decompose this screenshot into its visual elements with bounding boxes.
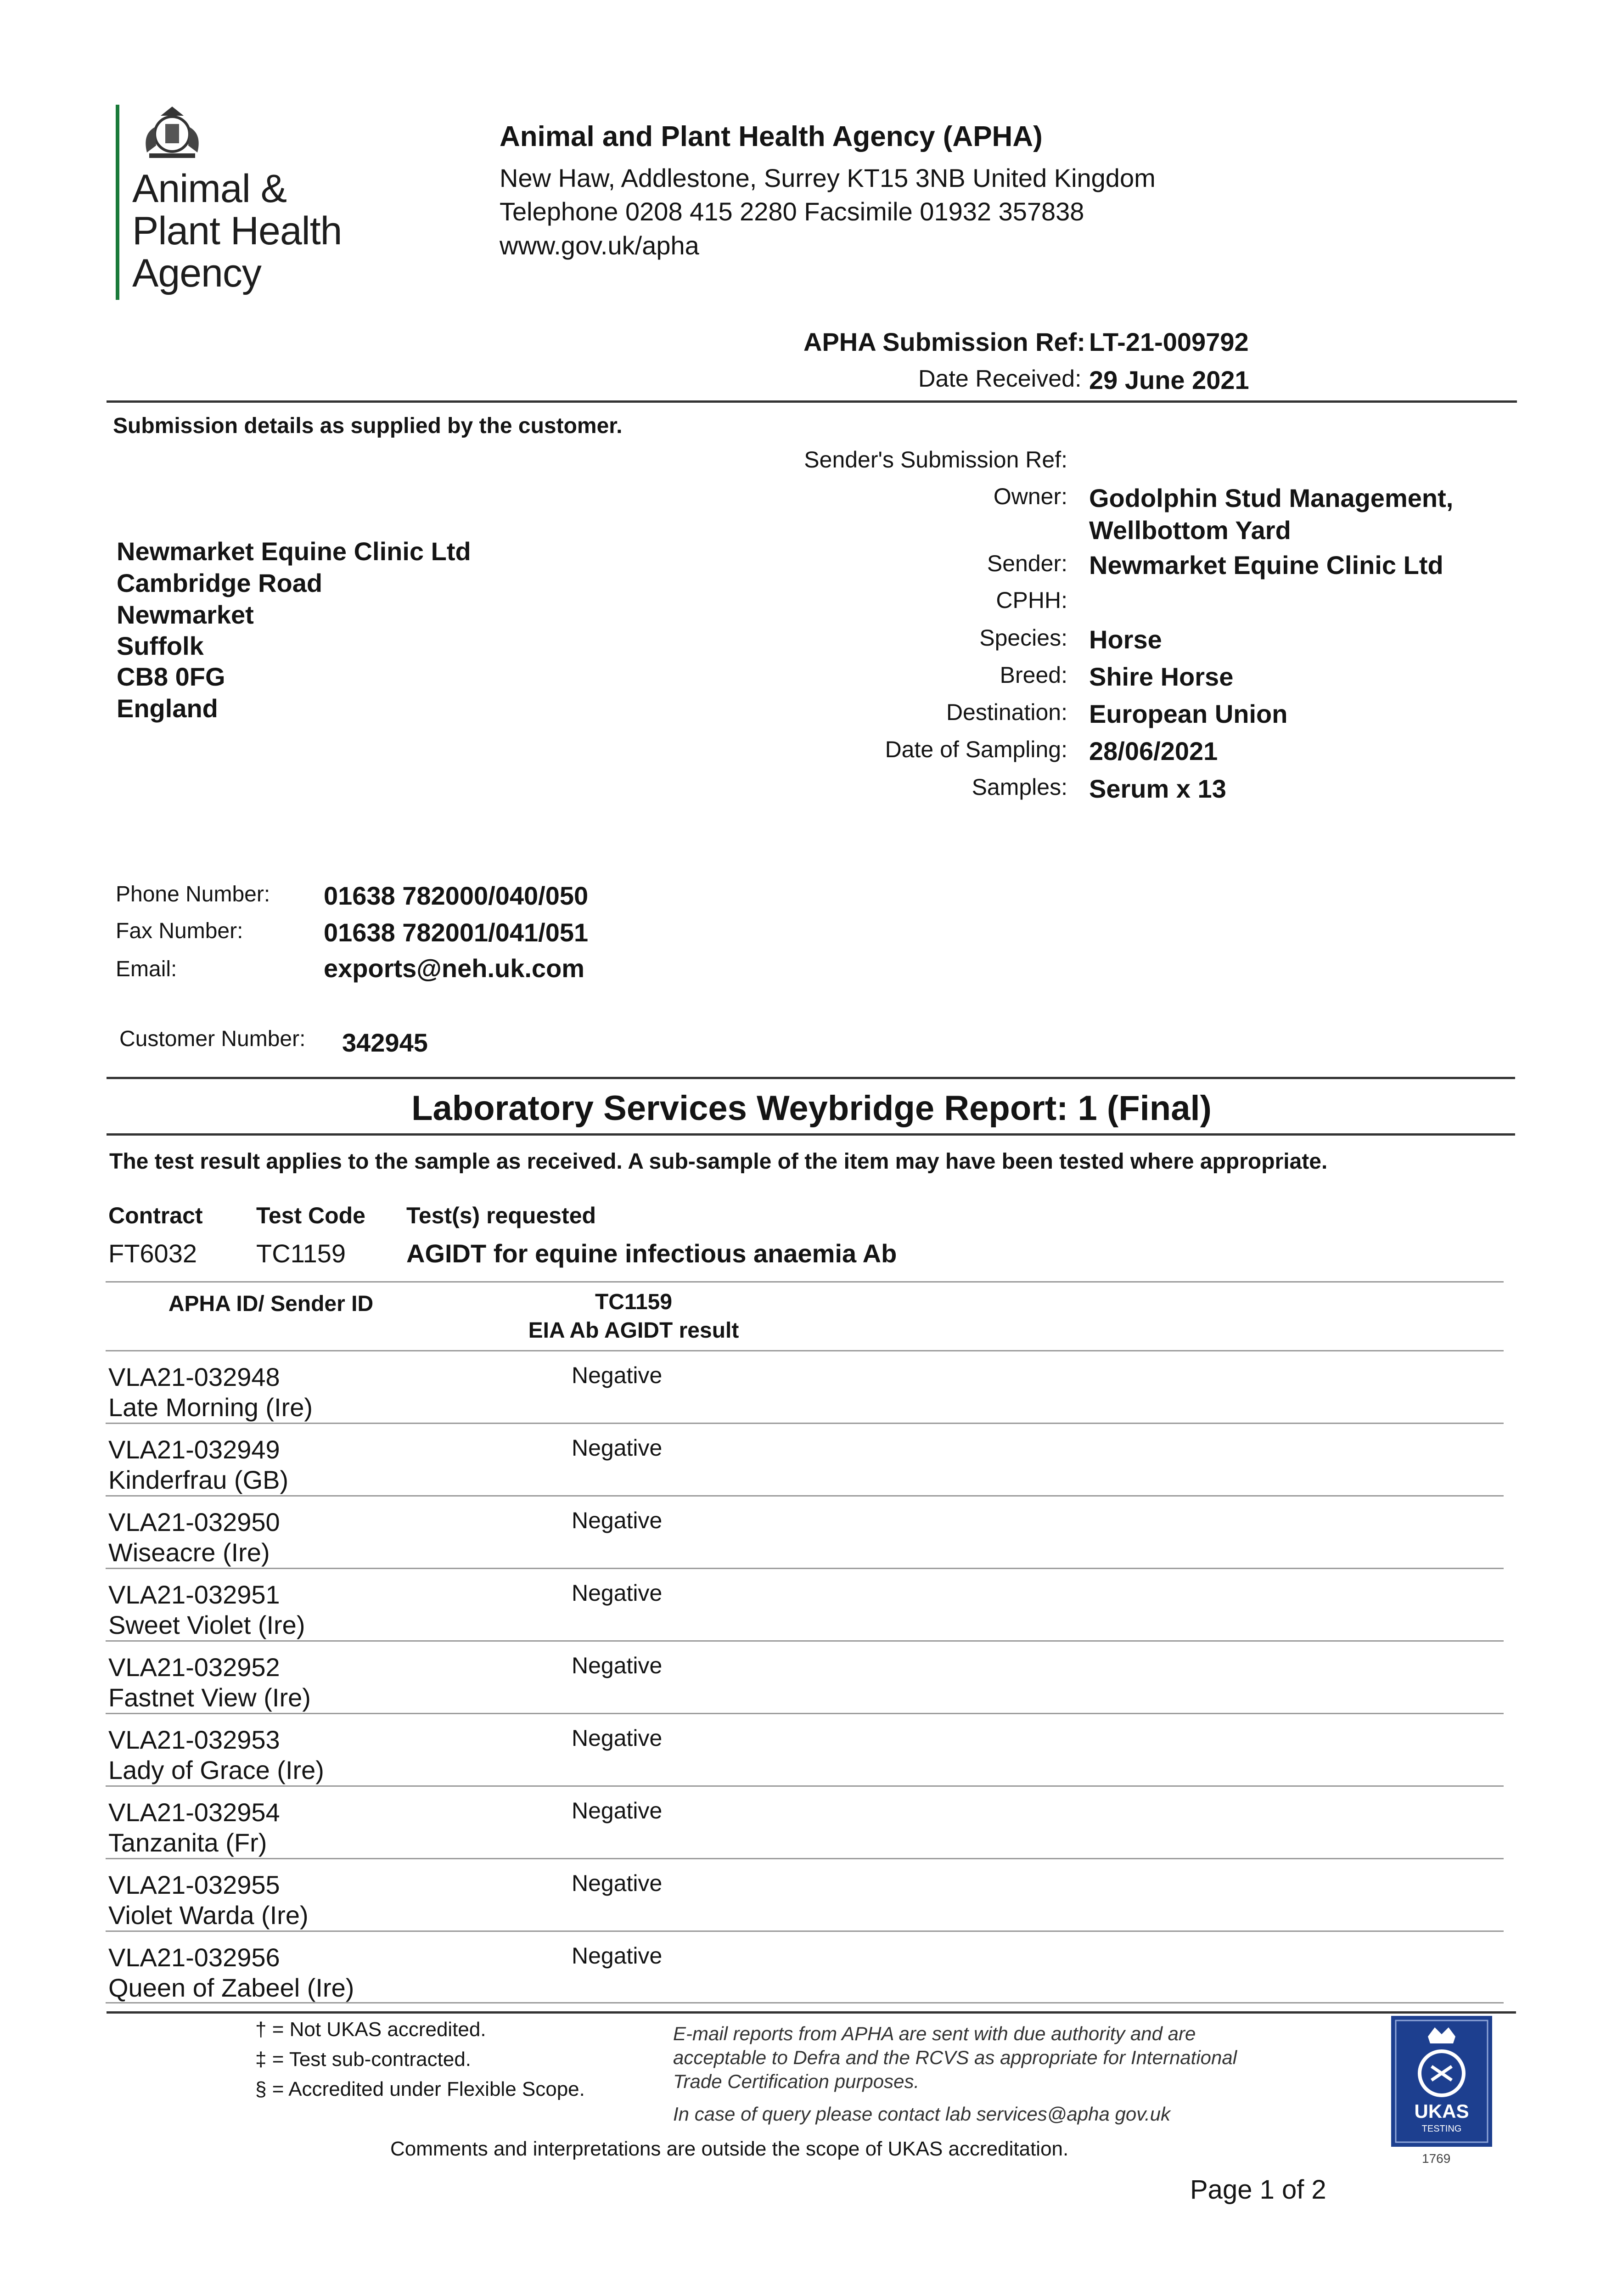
result: Negative bbox=[572, 1870, 663, 1896]
footnote: ‡ = Test sub-contracted. bbox=[255, 2048, 472, 2071]
applies-note: The test result applies to the sample as received. A sub-sample of the item may have been tested where appropriate. bbox=[109, 1149, 1328, 1174]
email-note-line: Trade Certification purposes. bbox=[673, 2071, 920, 2092]
supplied-heading: Submission details as supplied by the customer. bbox=[113, 414, 623, 438]
date-received-label: Date Received: bbox=[918, 366, 1082, 392]
result: Negative bbox=[572, 1798, 663, 1823]
apha-id: VLA21-032952 bbox=[108, 1653, 280, 1682]
cphh-label: CPHH: bbox=[996, 587, 1067, 613]
svg-text:TESTING: TESTING bbox=[1421, 2124, 1462, 2134]
address-line: England bbox=[117, 694, 218, 723]
test-code-header: Test Code bbox=[256, 1203, 365, 1228]
sender-id: Tanzanita (Fr) bbox=[108, 1828, 267, 1857]
ukas-number: 1769 bbox=[1422, 2151, 1451, 2166]
owner-value-line2: Wellbottom Yard bbox=[1089, 516, 1291, 545]
sender-label: Sender: bbox=[987, 551, 1067, 576]
address-line: Newmarket Equine Clinic Ltd bbox=[117, 537, 471, 566]
sampling-date-label: Date of Sampling: bbox=[885, 737, 1067, 762]
report-title: Laboratory Services Weybridge Report: 1 (Final) bbox=[411, 1089, 1212, 1128]
logo-bar bbox=[116, 105, 119, 300]
footnote: § = Accredited under Flexible Scope. bbox=[255, 2078, 585, 2100]
submission-ref-label: APHA Submission Ref: bbox=[803, 327, 1085, 356]
divider bbox=[107, 400, 1517, 403]
address-line: Suffolk bbox=[117, 631, 204, 660]
table-divider bbox=[106, 1281, 1504, 1283]
destination-label: Destination: bbox=[946, 699, 1067, 725]
apha-id: VLA21-032951 bbox=[108, 1580, 280, 1609]
sender-id: Queen of Zabeel (Ire) bbox=[108, 1973, 354, 2002]
species-value: Horse bbox=[1089, 625, 1162, 654]
query-note: In case of query please contact lab services@apha gov.uk bbox=[673, 2103, 1171, 2125]
page-number: Page 1 of 2 bbox=[1190, 2175, 1326, 2205]
crest-icon bbox=[133, 102, 211, 166]
sampling-date-value: 28/06/2021 bbox=[1089, 737, 1218, 765]
owner-label: Owner: bbox=[993, 484, 1067, 509]
table-divider bbox=[106, 1858, 1504, 1859]
divider bbox=[107, 1077, 1515, 1079]
table-divider bbox=[106, 1568, 1504, 1569]
result: Negative bbox=[572, 1653, 663, 1678]
agency-address: New Haw, Addlestone, Surrey KT15 3NB United Kingdom bbox=[500, 163, 1156, 192]
samples-value: Serum x 13 bbox=[1089, 774, 1226, 803]
sender-id: Wiseacre (Ire) bbox=[108, 1538, 270, 1567]
submission-ref-value: LT-21-009792 bbox=[1089, 327, 1249, 356]
email-note-line: acceptable to Defra and the RCVS as appropriate for International bbox=[673, 2047, 1237, 2068]
ukas-logo bbox=[1391, 2016, 1492, 2147]
test-code-value: TC1159 bbox=[256, 1239, 346, 1268]
fax-label: Fax Number: bbox=[116, 919, 243, 943]
fax-value: 01638 782001/041/051 bbox=[324, 918, 589, 947]
apha-id: VLA21-032954 bbox=[108, 1798, 280, 1827]
sender-ref-label: Sender's Submission Ref: bbox=[804, 447, 1067, 473]
address-line: Cambridge Road bbox=[117, 568, 323, 597]
agency-website: www.gov.uk/apha bbox=[500, 231, 699, 260]
email-note-line: E-mail reports from APHA are sent with due authority and are bbox=[673, 2023, 1196, 2044]
breed-label: Breed: bbox=[1000, 662, 1067, 688]
agency-telephone: Telephone 0208 415 2280 Facsimile 01932 357838 bbox=[500, 197, 1084, 226]
sender-id: Violet Warda (Ire) bbox=[108, 1901, 309, 1930]
table-divider bbox=[106, 2002, 1504, 2003]
phone-value: 01638 782000/040/050 bbox=[324, 881, 589, 910]
sender-id: Fastnet View (Ire) bbox=[108, 1683, 311, 1712]
phone-label: Phone Number: bbox=[116, 882, 270, 906]
samples-label: Samples: bbox=[972, 774, 1067, 800]
address-line: CB8 0FG bbox=[117, 662, 225, 691]
species-label: Species: bbox=[979, 625, 1067, 651]
email-value[interactable]: exports@neh.uk.com bbox=[324, 954, 585, 983]
sender-id: Sweet Violet (Ire) bbox=[108, 1610, 305, 1639]
ukas-crown-icon bbox=[1391, 2016, 1492, 2147]
owner-value: Godolphin Stud Management, bbox=[1089, 484, 1454, 512]
result: Negative bbox=[572, 1943, 663, 1969]
ukas-comments: Comments and interpretations are outside the scope of UKAS accreditation. bbox=[390, 2138, 1069, 2160]
table-divider bbox=[106, 1350, 1504, 1351]
customer-number-label: Customer Number: bbox=[119, 1027, 306, 1051]
agency-name: Animal and Plant Health Agency (APHA) bbox=[500, 121, 1043, 152]
col-id-header: APHA ID/ Sender ID bbox=[168, 1292, 374, 1316]
address-line: Newmarket bbox=[117, 600, 254, 629]
sender-id: Late Morning (Ire) bbox=[108, 1393, 313, 1422]
table-divider bbox=[106, 1640, 1504, 1642]
svg-text:UKAS: UKAS bbox=[1414, 2100, 1469, 2122]
tests-requested-header: Test(s) requested bbox=[406, 1203, 596, 1228]
customer-number-value: 342945 bbox=[342, 1028, 428, 1057]
footnote: † = Not UKAS accredited. bbox=[255, 2018, 486, 2041]
result: Negative bbox=[572, 1580, 663, 1606]
apha-id: VLA21-032948 bbox=[108, 1362, 280, 1391]
result: Negative bbox=[572, 1362, 663, 1388]
apha-id: VLA21-032956 bbox=[108, 1943, 280, 1972]
apha-id: VLA21-032949 bbox=[108, 1435, 280, 1464]
apha-id: VLA21-032953 bbox=[108, 1725, 280, 1754]
sender-id: Kinderfrau (GB) bbox=[108, 1465, 289, 1494]
sender-value: Newmarket Equine Clinic Ltd bbox=[1089, 551, 1443, 580]
col-result-header-line1: TC1159 bbox=[595, 1290, 673, 1314]
date-received-value: 29 June 2021 bbox=[1089, 366, 1249, 394]
email-label: Email: bbox=[116, 957, 177, 981]
breed-value: Shire Horse bbox=[1089, 662, 1234, 691]
contract-header: Contract bbox=[108, 1203, 203, 1228]
apha-id: VLA21-032955 bbox=[108, 1870, 280, 1899]
table-divider bbox=[106, 1423, 1504, 1424]
divider bbox=[107, 2011, 1516, 2014]
destination-value: European Union bbox=[1089, 699, 1288, 728]
table-divider bbox=[106, 1930, 1504, 1932]
divider bbox=[107, 1133, 1515, 1136]
result: Negative bbox=[572, 1508, 663, 1533]
result: Negative bbox=[572, 1725, 663, 1751]
tests-requested-value: AGIDT for equine infectious anaemia Ab bbox=[406, 1239, 897, 1268]
sender-id: Lady of Grace (Ire) bbox=[108, 1756, 324, 1784]
table-divider bbox=[106, 1785, 1504, 1787]
table-divider bbox=[106, 1713, 1504, 1714]
result: Negative bbox=[572, 1435, 663, 1461]
logo-text: Animal & Plant Health Agency bbox=[132, 167, 342, 295]
contract-value: FT6032 bbox=[108, 1239, 197, 1268]
apha-id: VLA21-032950 bbox=[108, 1508, 280, 1536]
table-divider bbox=[106, 1495, 1504, 1497]
col-result-header-line2: EIA Ab AGIDT result bbox=[528, 1318, 739, 1343]
